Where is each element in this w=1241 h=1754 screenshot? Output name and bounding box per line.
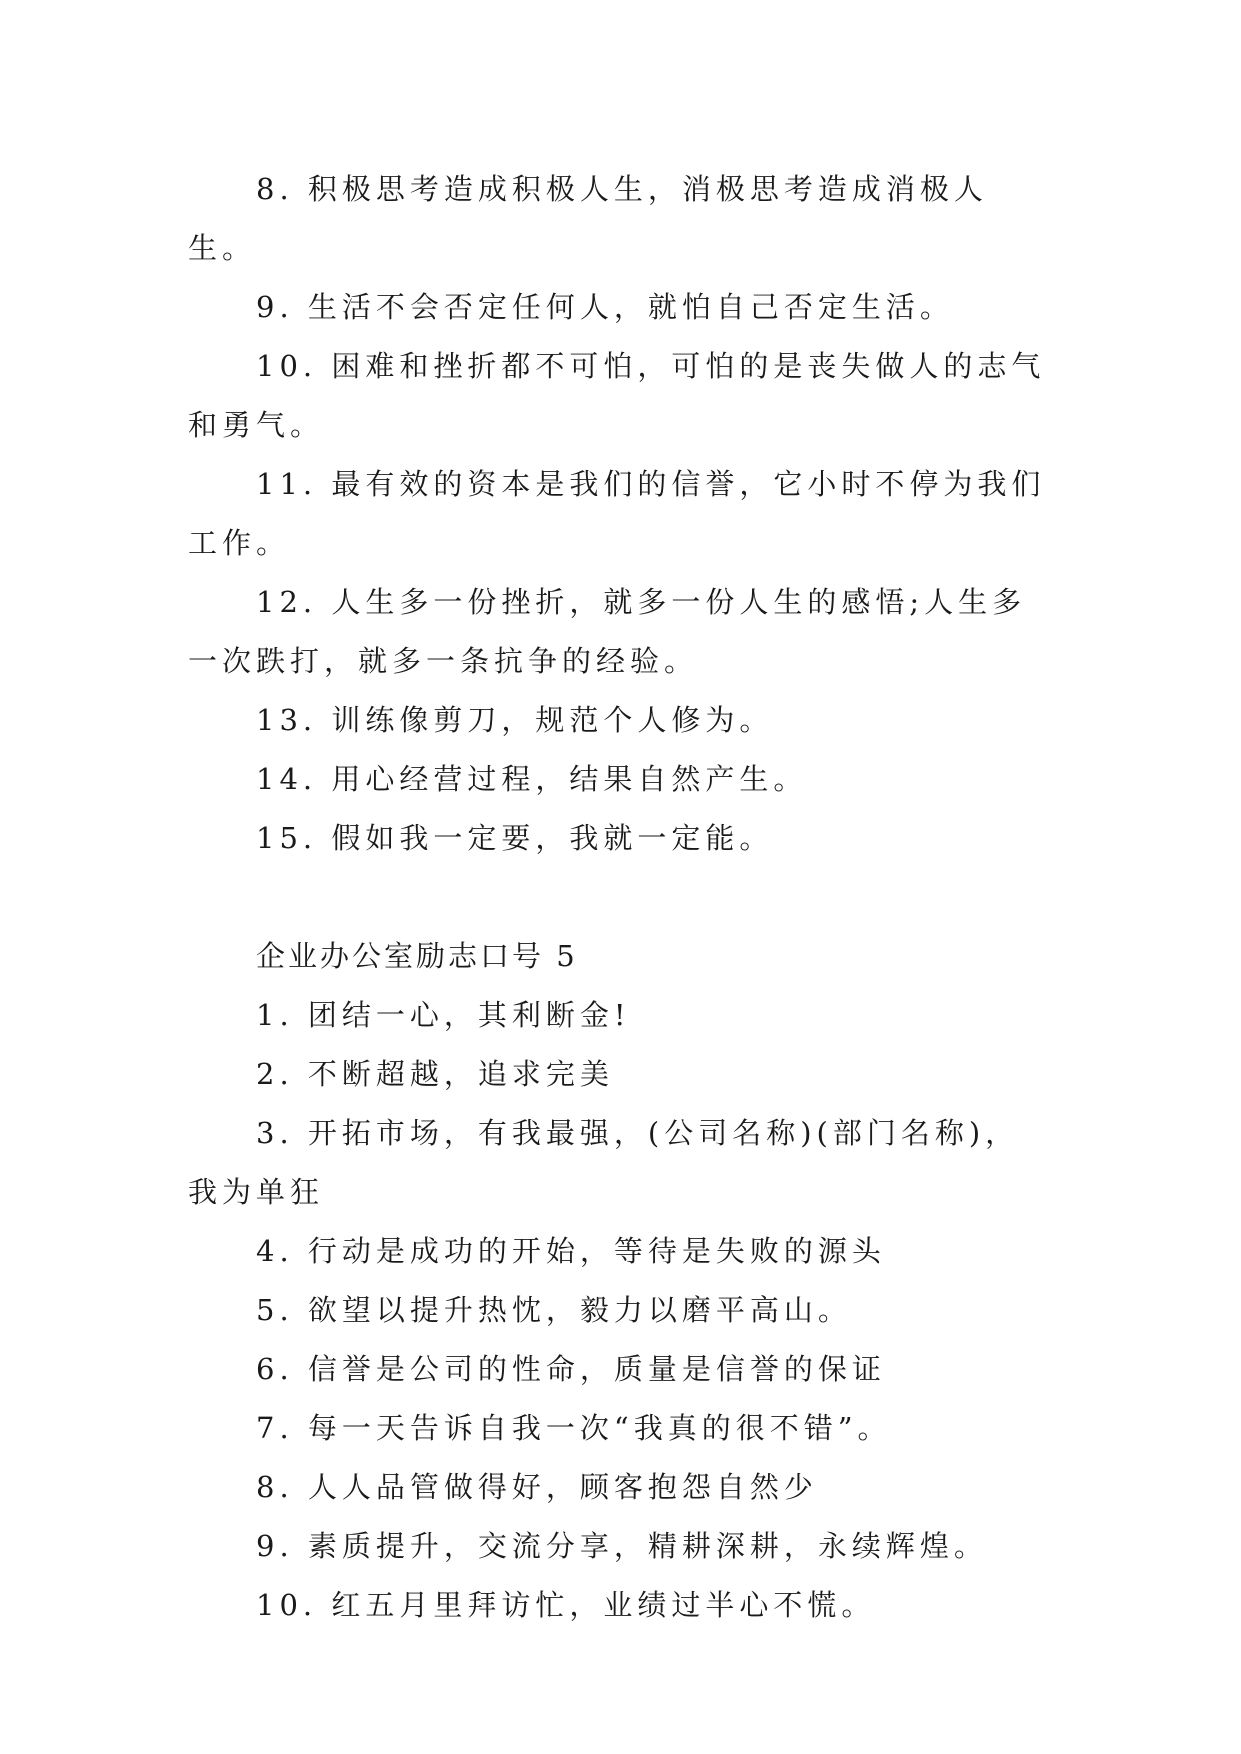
document-body bbox=[188, 160, 1053, 1635]
slogan-item: 11. 最有效的资本是我们的信誉，它小时不停为我们工作。 bbox=[188, 467, 1046, 560]
slogan-item: 4. 行动是成功的开始，等待是失败的源头 bbox=[256, 1234, 886, 1268]
slogan-item: 9. 生活不会否定任何人，就怕自己否定生活。 bbox=[256, 290, 954, 324]
slogan-item: 1. 团结一心，其利断金! bbox=[256, 998, 631, 1032]
slogan-item: 15. 假如我一定要，我就一定能。 bbox=[256, 821, 774, 855]
slogan-item: 7. 每一天告诉自我一次“我真的很不错”。 bbox=[256, 1411, 892, 1445]
slogan-item: 5. 欲望以提升热忱，毅力以磨平高山。 bbox=[256, 1293, 852, 1327]
slogan-item: 13. 训练像剪刀，规范个人修为。 bbox=[256, 703, 774, 737]
slogan-item: 2. 不断超越，追求完美 bbox=[256, 1057, 614, 1091]
section-heading: 企业办公室励志口号 5 bbox=[256, 939, 578, 973]
slogan-item: 8. 积极思考造成积极人生，消极思考造成消极人生。 bbox=[188, 172, 988, 265]
slogan-item: 3. 开拓市场，有我最强，(公司名称)(部门名称)，我为单狂 bbox=[188, 1116, 1020, 1209]
slogan-item: 10. 困难和挫折都不可怕，可怕的是丧失做人的志气和勇气。 bbox=[188, 349, 1046, 442]
slogan-item: 10. 红五月里拜访忙，业绩过半心不慌。 bbox=[256, 1588, 876, 1622]
slogan-item: 8. 人人品管做得好，顾客抱怨自然少 bbox=[256, 1470, 818, 1504]
slogan-item: 6. 信誉是公司的性命，质量是信誉的保证 bbox=[256, 1352, 886, 1386]
slogan-item: 14. 用心经营过程，结果自然产生。 bbox=[256, 762, 808, 796]
slogan-item: 12. 人生多一份挫折，就多一份人生的感悟;人生多一次跌打，就多一条抗争的经验。 bbox=[188, 585, 1027, 678]
slogan-item: 9. 素质提升，交流分享，精耕深耕，永续辉煌。 bbox=[256, 1529, 988, 1563]
